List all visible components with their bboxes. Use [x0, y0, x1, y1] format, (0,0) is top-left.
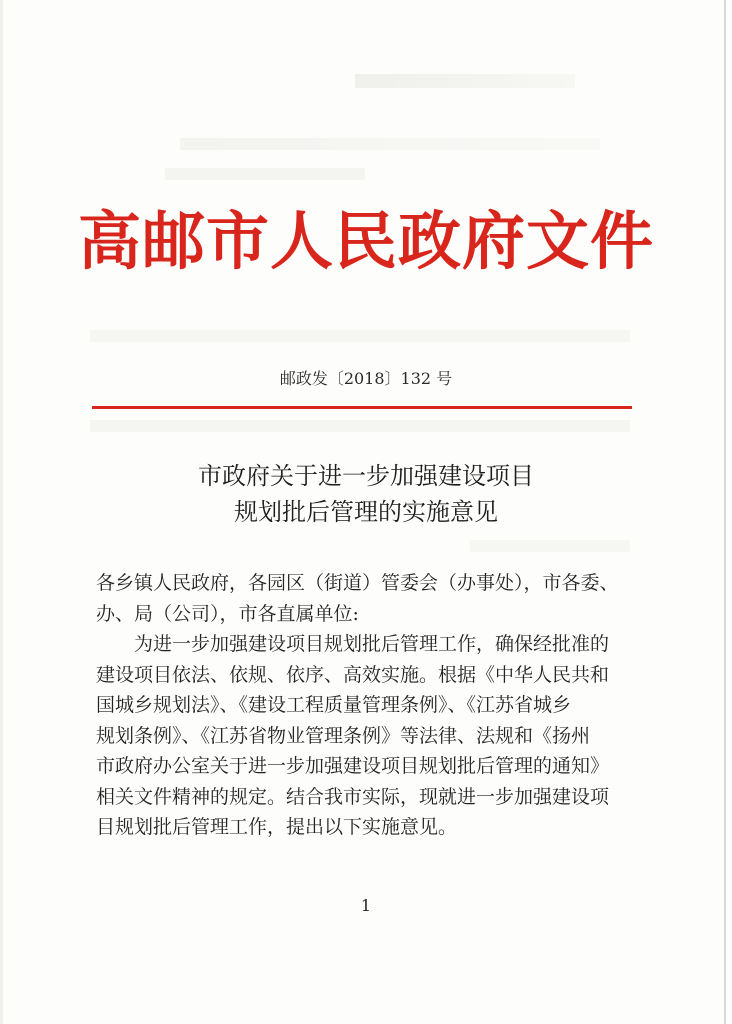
bleed-through-mark — [90, 420, 630, 432]
body-line: 相关文件精神的规定。结合我市实际，现就进一步加强建设项 — [96, 785, 610, 808]
body-line: 为进一步加强建设项目规划批后管理工作，确保经批准的 — [96, 633, 610, 655]
body-line: 规划条例》、《江苏省物业管理条例》等法律、法规和《扬州 — [96, 724, 591, 747]
bleed-through-mark — [90, 330, 630, 342]
title-line-2: 规划批后管理的实施意见 — [234, 498, 498, 526]
bleed-through-mark — [470, 540, 630, 552]
body-line: 市政府办公室关于进一步加强建设项目规划批后管理的通知》 — [96, 755, 610, 777]
document-number: 邮政发〔2018〕132 号 — [279, 369, 453, 388]
red-divider-line — [92, 406, 632, 409]
bleed-through-mark — [180, 138, 600, 150]
body-line: 目规划批后管理工作，提出以下实施意见。 — [96, 816, 458, 838]
document-body — [96, 568, 636, 843]
bleed-through-mark — [165, 168, 365, 180]
body-line: 办、局（公司），市各直属单位: — [96, 602, 359, 625]
title-line-1: 市政府关于进一步加强建设项目 — [198, 462, 534, 490]
document-header: 高邮市人民政府文件 — [78, 205, 654, 278]
body-line: 国城乡规划法》、《建设工程质量管理条例》、《江苏省城乡 — [96, 694, 572, 716]
body-line: 建设项目依法、依规、依序、高效实施。根据《中华人民共和 — [96, 663, 610, 686]
document-title — [0, 458, 732, 530]
page-number: 1 — [360, 896, 372, 915]
body-line: 各乡镇人民政府，各园区（街道）管委会（办事处），市各委、 — [96, 572, 619, 594]
bleed-through-mark — [355, 74, 575, 88]
